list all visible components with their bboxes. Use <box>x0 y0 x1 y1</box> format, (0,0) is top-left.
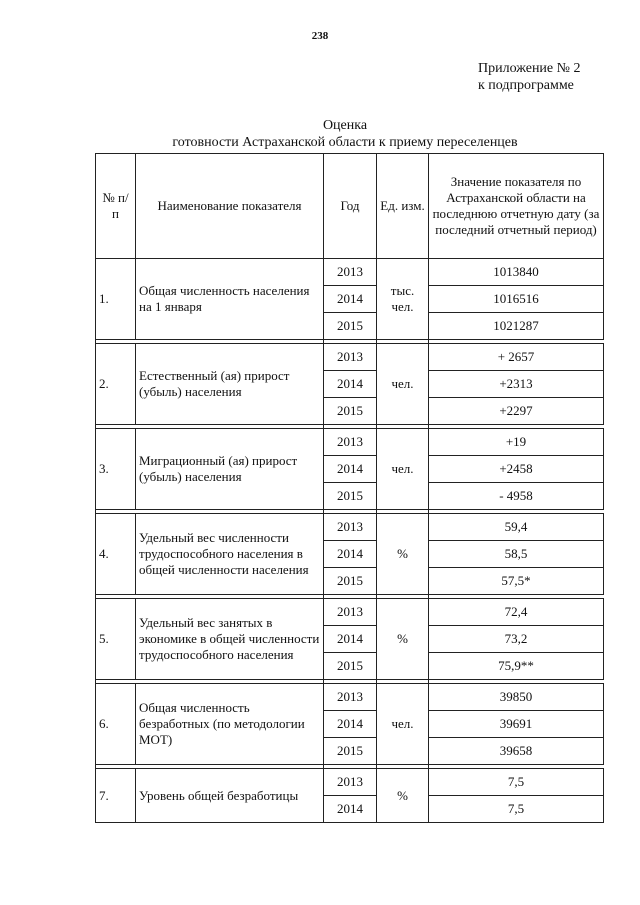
unit-cell: % <box>377 514 429 595</box>
value-cell: 1021287 <box>429 313 604 340</box>
row-number: 4. <box>96 514 136 595</box>
value-cell: - 4958 <box>429 483 604 510</box>
table-row <box>96 429 604 456</box>
value-cell: 72,4 <box>429 599 604 626</box>
year-cell: 2013 <box>324 769 377 796</box>
value-cell: 75,9** <box>429 653 604 680</box>
year-cell: 2014 <box>324 456 377 483</box>
title-line-1: Оценка <box>322 118 368 133</box>
year-cell: 2014 <box>324 371 377 398</box>
value-cell: +2313 <box>429 371 604 398</box>
table-row <box>96 514 604 541</box>
year-cell: 2014 <box>324 286 377 313</box>
year-cell: 2013 <box>324 429 377 456</box>
year-cell: 2013 <box>324 514 377 541</box>
row-number: 5. <box>96 599 136 680</box>
unit-cell: чел. <box>377 344 429 425</box>
value-cell: 39691 <box>429 711 604 738</box>
value-cell: + 2657 <box>429 344 604 371</box>
annex-label <box>478 60 581 94</box>
page-number: 238 <box>311 30 329 42</box>
value-cell: 1016516 <box>429 286 604 313</box>
value-cell: 1013840 <box>429 259 604 286</box>
row-number: 1. <box>96 259 136 340</box>
header-year: Год <box>324 154 377 259</box>
row-number: 6. <box>96 684 136 765</box>
year-cell: 2014 <box>324 626 377 653</box>
indicator-name: Уровень общей безработицы <box>136 769 324 823</box>
table-row <box>96 344 604 371</box>
indicator-name: Удельный вес занятых в экономике в общей численности трудоспособного населения <box>136 599 324 680</box>
indicator-name: Удельный вес численности трудоспособного населения в общей численности населения <box>136 514 324 595</box>
row-number: 7. <box>96 769 136 823</box>
unit-cell: чел. <box>377 684 429 765</box>
unit-cell: тыс. чел. <box>377 259 429 340</box>
row-number: 2. <box>96 344 136 425</box>
value-cell: 58,5 <box>429 541 604 568</box>
year-cell: 2015 <box>324 738 377 765</box>
value-cell: +2458 <box>429 456 604 483</box>
year-cell: 2013 <box>324 259 377 286</box>
year-cell: 2014 <box>324 541 377 568</box>
unit-cell: чел. <box>377 429 429 510</box>
unit-cell: % <box>377 599 429 680</box>
value-cell: 7,5 <box>429 769 604 796</box>
header-num: № п/п <box>96 154 136 259</box>
year-cell: 2014 <box>324 796 377 823</box>
year-cell: 2013 <box>324 684 377 711</box>
year-cell: 2015 <box>324 653 377 680</box>
row-number: 3. <box>96 429 136 510</box>
annex-line-2: к подпрограмме <box>478 78 574 93</box>
value-cell: 59,4 <box>429 514 604 541</box>
value-cell: 7,5 <box>429 796 604 823</box>
year-cell: 2015 <box>324 313 377 340</box>
year-cell: 2013 <box>324 599 377 626</box>
year-cell: 2015 <box>324 568 377 595</box>
header-name: Наименование показателя <box>136 154 324 259</box>
year-cell: 2015 <box>324 483 377 510</box>
year-cell: 2013 <box>324 344 377 371</box>
table-row <box>96 259 604 286</box>
indicator-name: Миграционный (ая) прирост (убыль) населения <box>136 429 324 510</box>
value-cell: +19 <box>429 429 604 456</box>
title-line-2: готовности Астраханской области к приему переселенцев <box>172 135 518 150</box>
value-cell: 39658 <box>429 738 604 765</box>
table-body <box>96 259 604 823</box>
table-row <box>96 769 604 796</box>
table-row <box>96 599 604 626</box>
value-cell: +2297 <box>429 398 604 425</box>
year-cell: 2015 <box>324 398 377 425</box>
value-cell: 73,2 <box>429 626 604 653</box>
year-cell: 2014 <box>324 711 377 738</box>
indicators-table <box>95 153 604 823</box>
document-title <box>0 117 640 151</box>
annex-line-1: Приложение № 2 <box>478 61 581 76</box>
table-header-row <box>96 154 604 259</box>
indicator-name: Общая численность населения на 1 января <box>136 259 324 340</box>
unit-cell: % <box>377 769 429 823</box>
indicator-name: Общая численность безработных (по методологии МОТ) <box>136 684 324 765</box>
indicator-name: Естественный (ая) прирост (убыль) населения <box>136 344 324 425</box>
header-unit: Ед. изм. <box>377 154 429 259</box>
header-value: Значение показателя по Астраханской области на последнюю отчетную дату (за последний отчетный период) <box>429 154 604 259</box>
value-cell: 39850 <box>429 684 604 711</box>
value-cell: 57,5* <box>429 568 604 595</box>
table-row <box>96 684 604 711</box>
